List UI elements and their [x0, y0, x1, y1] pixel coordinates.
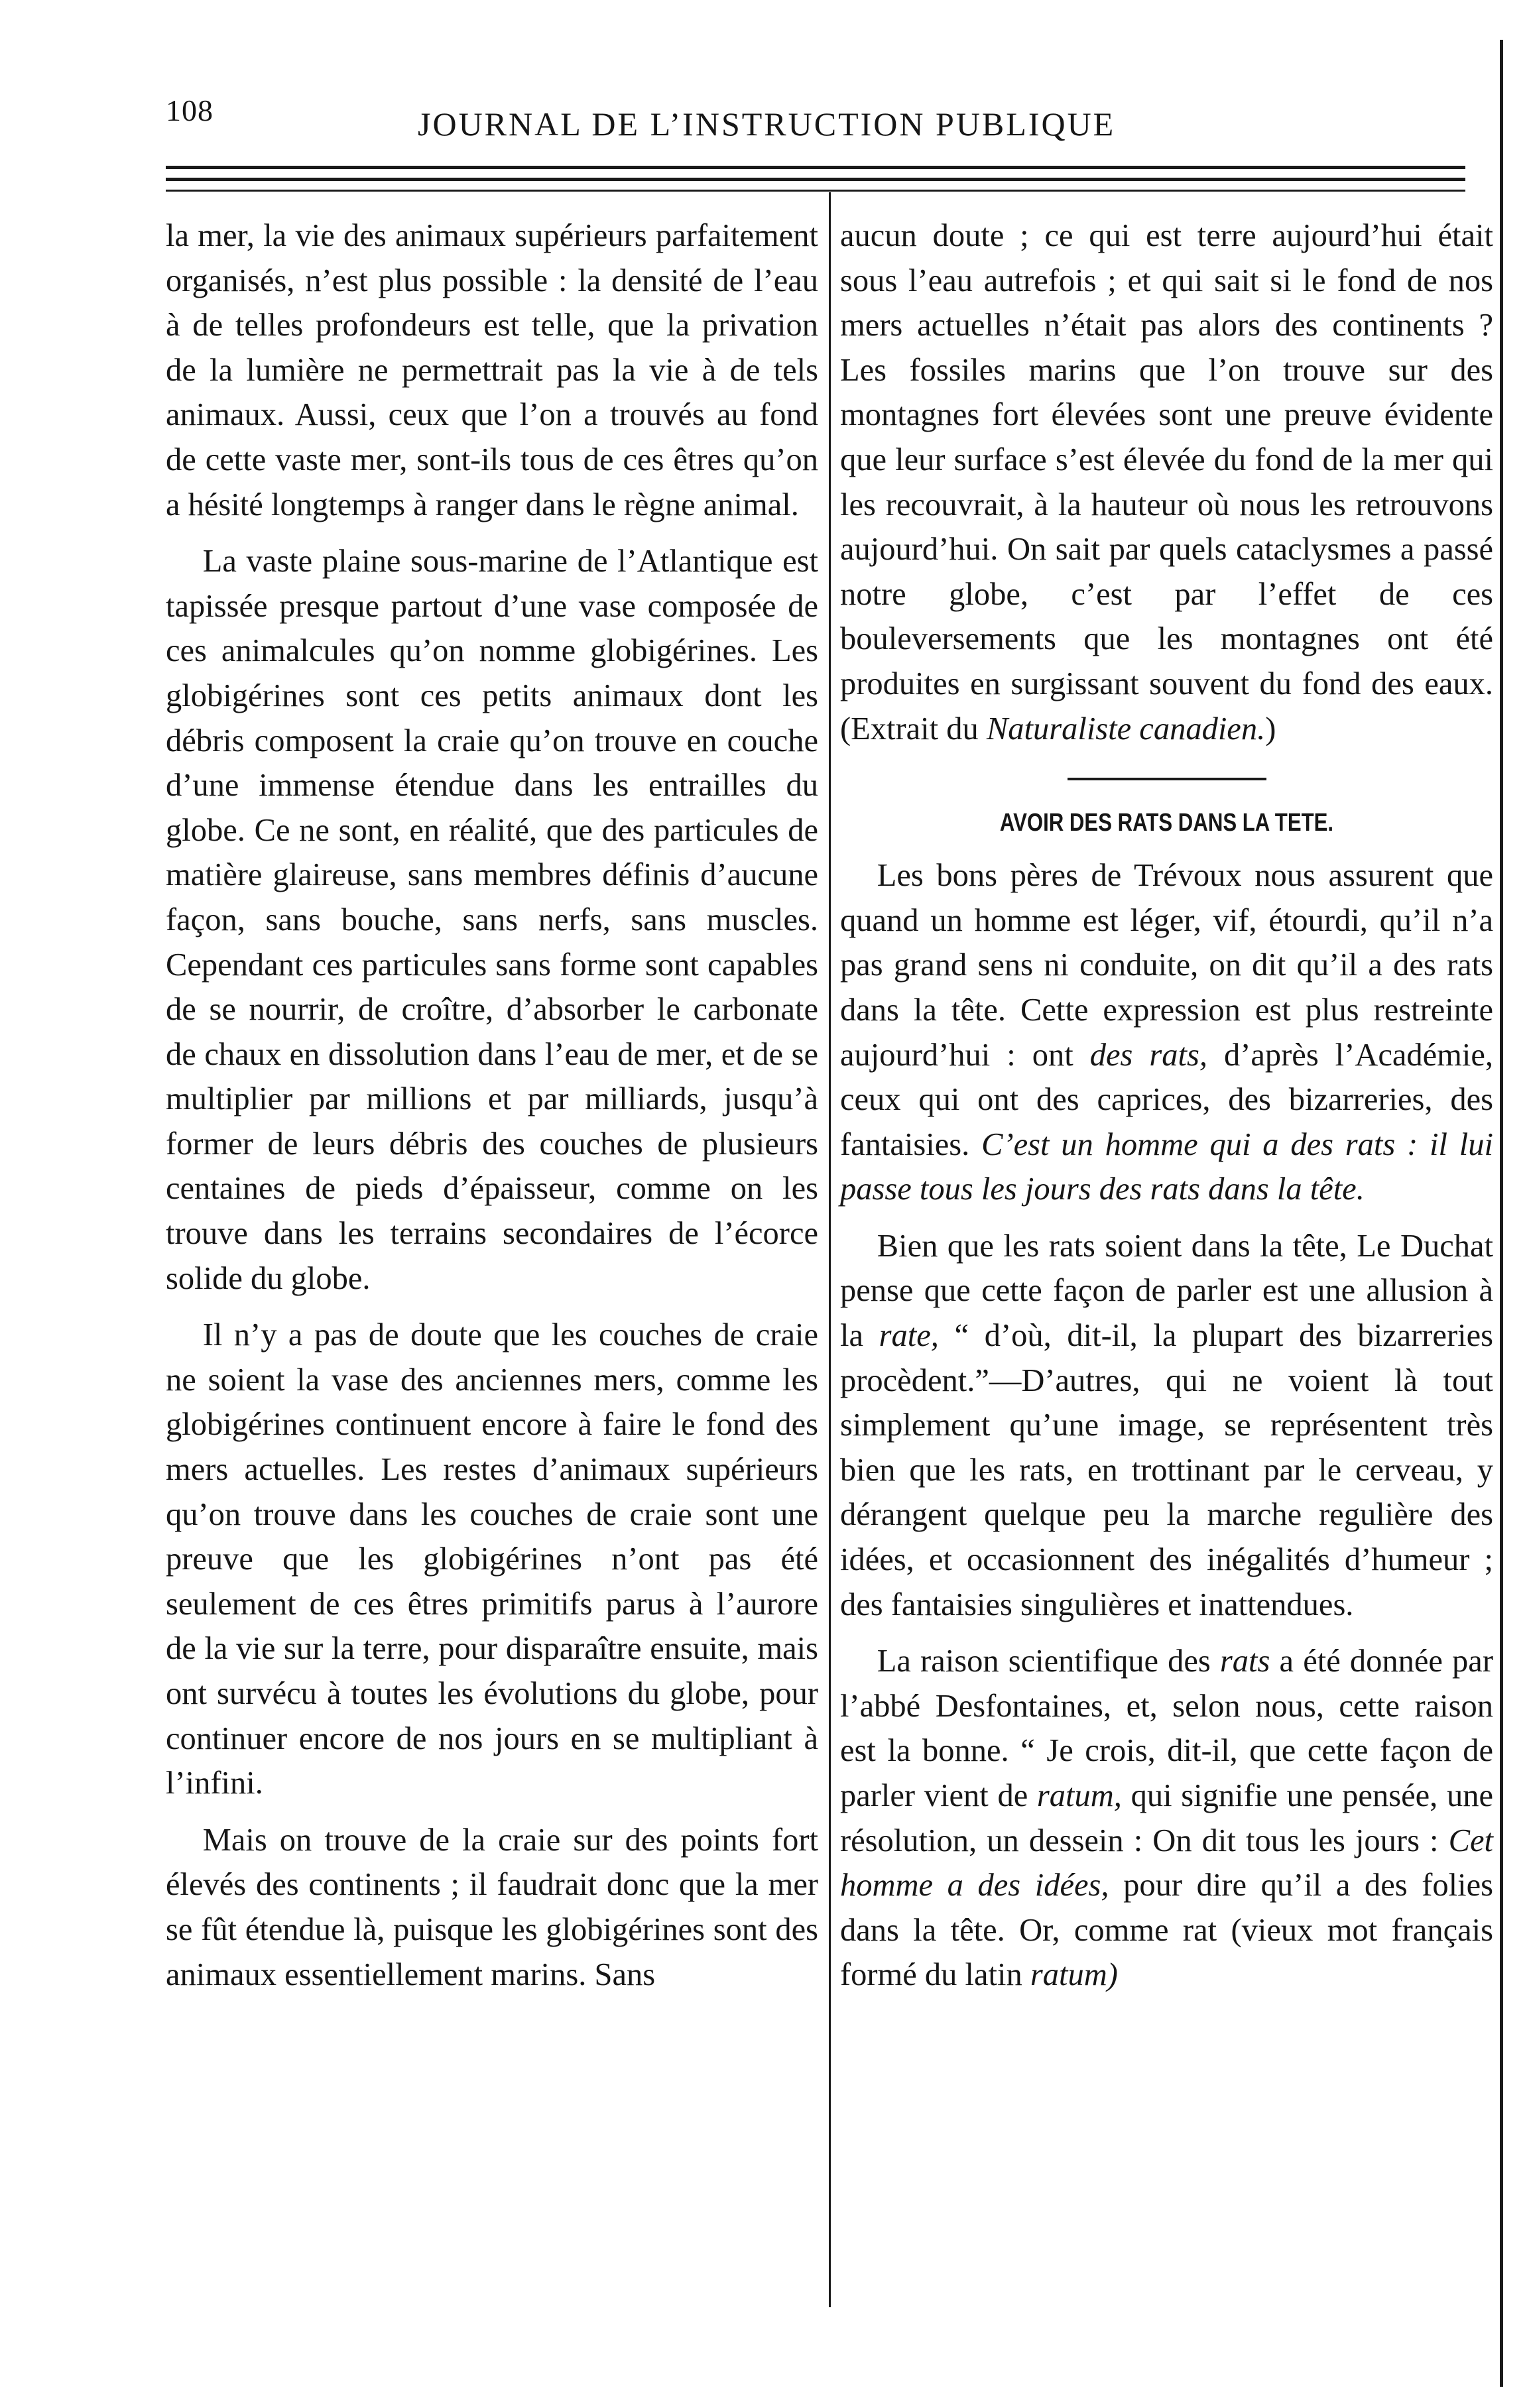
paragraph	[840, 1224, 1493, 1627]
italic-text: ratum)	[1030, 1957, 1118, 1993]
header-rule	[166, 190, 1465, 192]
running-header: JOURNAL DE L’INSTRUCTION PUBLIQUE	[418, 105, 1116, 143]
text-run: qui signifie une pensée, une résolution, un dessein : On dit tous les jours :	[840, 1778, 1493, 1858]
text-run: a été donnée par l’abbé Desfontaines, et, selon nous, cette raison est la bonne. “ Je crois, dit-il, que cette façon de parler vient de	[840, 1644, 1493, 1813]
header-rule	[166, 166, 1465, 169]
page-edge-line	[1500, 40, 1503, 2387]
paragraph: Il n’y a pas de doute que les couches de craie ne soient la vase des anciennes mers, comme les globigérines continuent encore à faire le fond des mers actuelles. Les restes d’animaux supérieurs qu’on trouve dans les couches de craie sont une preuve que les globigérines n’ont pas été seulement de ces êtres primitifs parus à l’aurore de la vie sur la terre, pour disparaître ensuite, mais ont survécu à toutes les évolutions du globe, pour continuer encore de nos jours en se multipliant à l’infini.	[166, 1317, 818, 1801]
paragraph: La vaste plaine sous-marine de l’Atlantique est tapissée presque partout d’une vase composée de ces animalcules qu’on nomme globigérines. Les globigérines sont ces petits animaux dont les débris composent la craie qu’on trouve en couche d’une immense étendue dans les entrailles du globe. Ce ne sont, en réalité, que des particules de matière glaireuse, sans membres définis d’aucune façon, sans bouche, sans nerfs, sans muscles. Cependant ces particules sans forme sont capables de se nourrir, de croître, d’absorber le carbonate de chaux en dissolution dans l’eau de mer, et de se multiplier par millions et par milliards, jusqu’à former de leurs débris des couches de plusieurs centaines de pieds d’épaisseur, comme on les trouve dans les terrains secondaires de l’écorce solide du globe.	[166, 544, 818, 1296]
text-run: Bien que les rats soient dans la tête, Le Duchat pense que cette façon de parler est une allusion à la	[840, 1228, 1493, 1354]
section-separator	[1068, 778, 1266, 780]
page-number: 108	[166, 93, 214, 127]
paragraph	[840, 1639, 1493, 1998]
paragraph: Mais on trouve de la craie sur des points fort élevés des continents ; il faudrait donc que la mer se fût étendue là, puisque les globigérines sont des animaux essentiellement marins. Sans	[166, 1822, 818, 1992]
italic-text: C’est un homme qui a des rats : il lui passe tous les jours des rats dans la tête.	[840, 1126, 1493, 1207]
italic-text: des rats,	[1089, 1037, 1207, 1073]
italic-text: rats	[1219, 1644, 1270, 1679]
text-run: aucun doute ; ce qui est terre aujourd’hui était sous l’eau autrefois ; et qui sait si le fond de nos mers actuelles n’était pas alors des continents ? Les fossiles marins que l’on trouve sur des montagnes fort élevées sont une preuve évidente que leur surface s’est élevée du fond de la mer qui les recouvrait, à la hauteur où nous les retrouvons aujourd’hui. On sait par quels cataclysmes a passé notre globe, c’est par l’effet de ces bouleversements que les montagnes ont été produites en surgissant souvent du fond des eaux. (Extrait du	[840, 218, 1493, 747]
text-run: pour dire qu’il a des folies dans la tête. Or, comme rat (vieux mot français formé du latin	[840, 1868, 1493, 1993]
paragraph: la mer, la vie des animaux supérieurs parfaitement organisés, n’est plus possible : la densité de l’eau à de telles profondeurs est telle, que la privation de la lumière ne permettrait pas la vie à de tels animaux. Aussi, ceux que l’on a trouvés au fond de cette vaste mer, sont-ils tous de ces êtres qu’on a hésité longtemps à ranger dans le règne animal.	[166, 218, 818, 522]
italic-text: Cet homme a des idées,	[840, 1823, 1493, 1903]
header-rule	[166, 178, 1465, 181]
text-run: d’après l’Académie, ceux qui ont des caprices, des bizarreries, des fantaisies.	[840, 1037, 1494, 1162]
section-title: AVOIR DES RATS DANS LA TETE.	[999, 809, 1334, 837]
italic-text: rate,	[879, 1318, 939, 1354]
paragraph	[840, 853, 1493, 1212]
right-column	[840, 213, 1493, 1998]
text-run: La raison scientifique des	[877, 1644, 1220, 1679]
left-column	[166, 213, 818, 1997]
column-divider	[829, 192, 831, 2307]
italic-text: Naturaliste canadien.	[986, 711, 1266, 747]
text-run: “ d’où, dit-il, la plupart des bizarreries procèdent.”—D’autres, qui ne voient là tout simplement qu’une image, se représentent très bien que les rats, en trottinant par le cerveau, y dérangent quelque peu la marche regulière des idées, et occasionnent des inégalités d’humeur ; des fantaisies singulières et inattendues.	[840, 1318, 1493, 1622]
italic-text: ratum,	[1036, 1778, 1122, 1813]
text-run: )	[1265, 711, 1276, 747]
text-run: Les bons pères de Trévoux nous assurent que quand un homme est léger, vif, étourdi, qu’il n’a pas grand sens ni conduite, on dit qu’il a des rats dans la tête. Cette expression est plus restreinte aujourd’hui : ont	[840, 858, 1493, 1073]
paragraph	[840, 213, 1493, 751]
